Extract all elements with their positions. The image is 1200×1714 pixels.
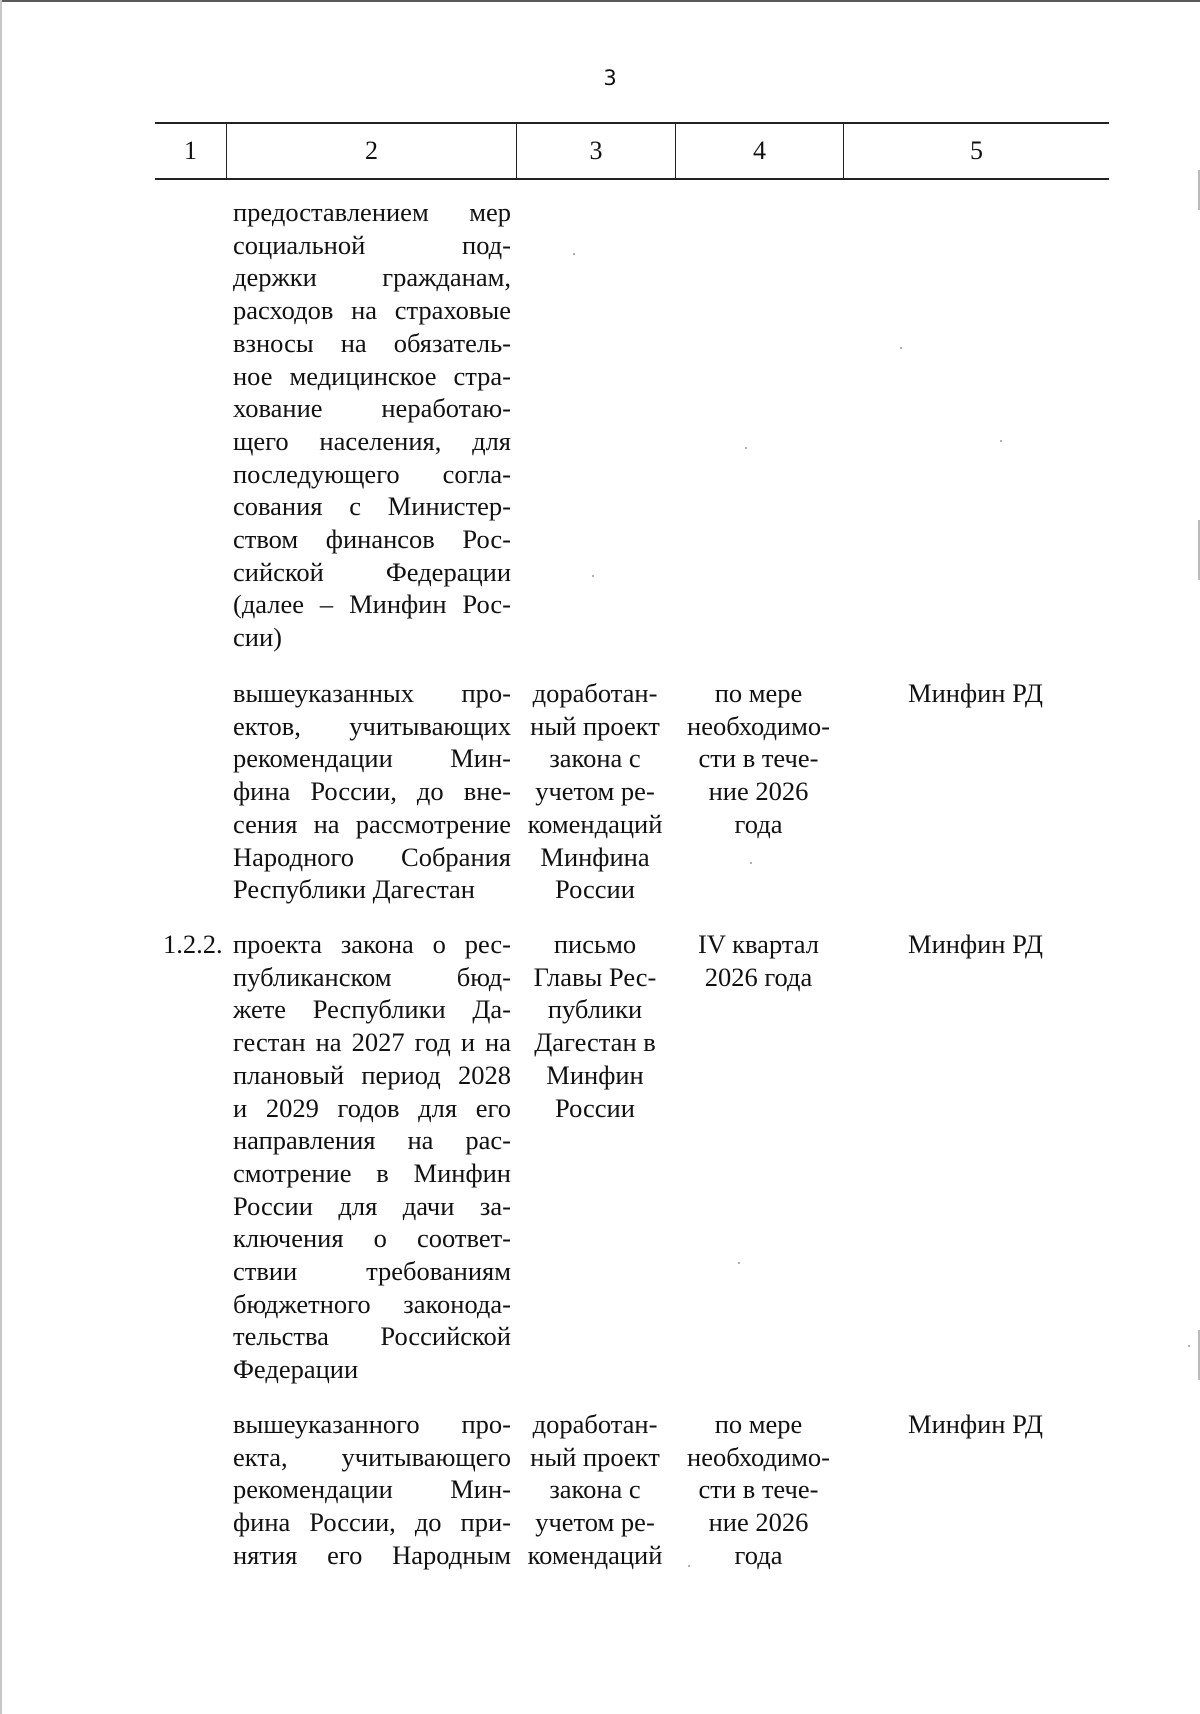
scan-speck [592, 575, 594, 577]
scan-speck [750, 862, 752, 864]
row-1-description: предоставлением мер социальной под- держки гражданам, расходов на страховые взносы на обязатель- ное медицинское стра- хование неработаю- щего населения, для последующего согла- сования с Министер- ством финансов Рос- сийской Федерации (далее – Минфин Рос- сии) [233, 197, 511, 653]
scan-speck [573, 253, 575, 255]
row-4-description: вышеуказанного про- екта, учитывающего рекомендации Мин- фина России, до при- нятия его Народным [233, 1409, 511, 1570]
page-number: 3 [603, 66, 617, 90]
row-3-description: проекта закона о рес- публиканском бюд- жете Республики Да- гестан на 2027 год и на плановый период 2028 и 2029 годов для его направления на рас- смотрение в Минфин России для дачи за- ключения о соответ- ствии требованиям бюджетного законода- тельства Российской Федерации [233, 929, 511, 1385]
header-cell-1: 1 [155, 124, 227, 178]
scan-speck [900, 347, 902, 349]
scan-speck [688, 1565, 690, 1567]
row-2-deadline: по мере необходимо- сти в тече- ние 2026 года [687, 678, 830, 839]
scan-speck [1188, 1345, 1190, 1347]
row-3-number: 1.2.2. [163, 929, 223, 959]
row-3-responsible: Минфин РД [908, 929, 1043, 959]
scan-speck [745, 447, 747, 449]
header-cell-5: 5 [970, 136, 983, 165]
row-4-result: доработан- ный проект закона с учетом ре- комендаций [527, 1409, 663, 1570]
row-2-responsible: Минфин РД [908, 678, 1043, 708]
header-cell-3: 3 [517, 124, 676, 178]
row-3-result: письмо Главы Рес- публики Дагестан в Минфин России [533, 929, 657, 1123]
scan-border-top [0, 0, 1200, 2]
row-4-responsible: Минфин РД [908, 1409, 1043, 1439]
header-cell-4: 4 [676, 124, 844, 178]
header-cell-2: 2 [227, 124, 517, 178]
row-2-description: вышеуказанных про- ектов, учитывающих рекомендации Мин- фина России, до вне- сения на рассмотрение Народного Собрания Республики Дагестан [233, 678, 511, 905]
row-3-deadline: IV квартал 2026 года [698, 929, 819, 992]
scan-speck [738, 1262, 740, 1264]
row-4-deadline: по мере необходимо- сти в тече- ние 2026 года [687, 1409, 830, 1570]
scan-border-left [0, 0, 2, 1714]
table-header [155, 122, 1109, 180]
row-2-result: доработан- ный проект закона с учетом ре- комендаций Минфина России [527, 678, 663, 905]
scan-speck [1000, 440, 1002, 442]
